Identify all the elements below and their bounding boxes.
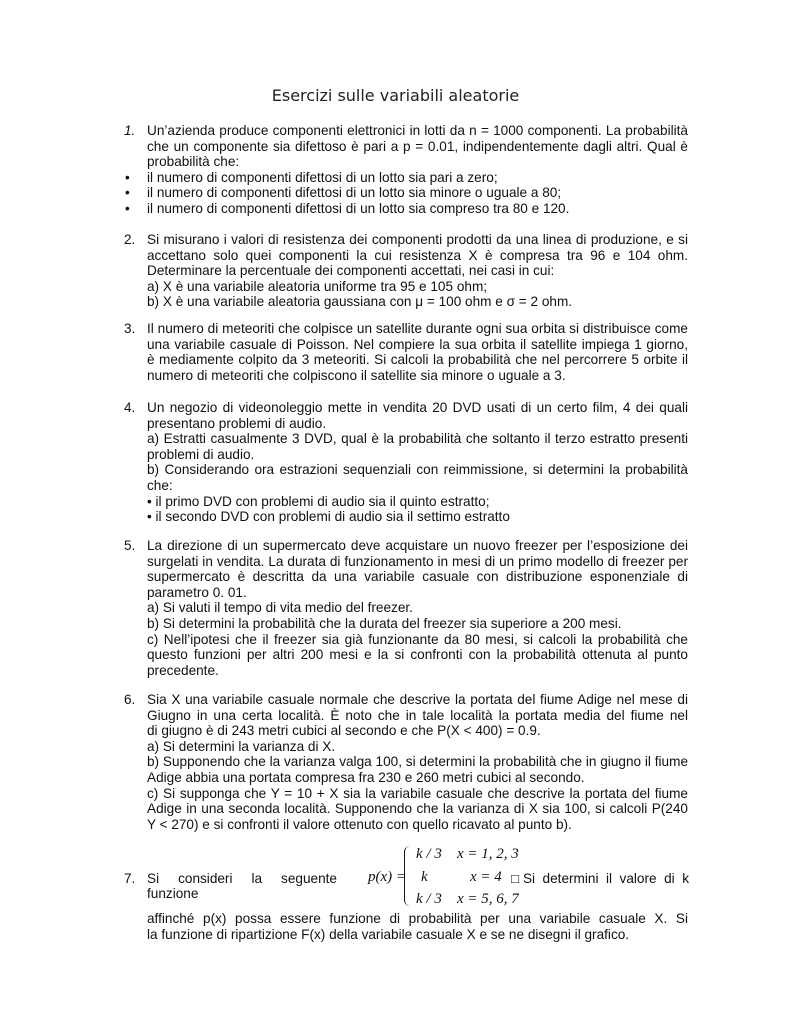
text-line: • il secondo DVD con problemi di audio sia il settimo estratto	[147, 509, 510, 525]
exercise-3	[124, 321, 690, 383]
text-line: a) Estratti casualmente 3 DVD, qual è la probabilità che soltanto il terzo estratto presenti	[147, 431, 688, 447]
text-line: di giugno è di 243 metri cubici al secondo e che P(X < 400) = 0.9.	[147, 723, 541, 739]
text-line: che:	[147, 477, 173, 493]
case-value: k / 3	[416, 846, 442, 862]
text-line: questo funzioni per altri 200 mesi e la si confronti con la probabilità ottenuta al punto	[147, 647, 688, 663]
exercise-number: 6.	[124, 692, 136, 707]
text-line: c) Nell’ipotesi che il freezer sia già funzionante da 80 mesi, si calcoli la probabilità che	[147, 631, 688, 647]
text-line: che un componente sia difettoso è pari a p = 0.01, indipendentemente dagli altri. Qual è	[147, 138, 688, 154]
bullet-item: • il numero di componenti difettosi di un lotto sia minore o uguale a 80;	[124, 185, 688, 201]
exercise-number: 1.	[124, 123, 136, 138]
case-value: k / 3	[416, 891, 442, 907]
exercise-text	[147, 232, 688, 310]
text-line: presentano problemi di audio.	[147, 415, 327, 431]
text-line: surgelati in vendita. La durata di funzionamento in mesi di un primo modello di freezer per	[147, 553, 688, 569]
text-line: Un’azienda produce componenti elettronici in lotti da n = 1000 componenti. La probabilità	[147, 123, 688, 138]
text-line: Un negozio di videonoleggio mette in vendita 20 DVD usati di un certo film, 4 dei quali	[147, 400, 688, 415]
text-line: numero di meteoriti che colpiscono il satellite sia minore o uguale a 3.	[147, 367, 566, 383]
exercise-text	[147, 400, 688, 525]
exercise-text	[147, 692, 688, 832]
exercise-number: 7.	[124, 871, 136, 886]
formula-brace	[404, 846, 413, 906]
text-line: Il numero di meteoriti che colpisce un satellite durante ogni sua orbita si distribuisce come	[147, 321, 688, 336]
text-line: problemi di audio.	[147, 446, 255, 462]
text-line: Si misurano i valori di resistenza dei componenti prodotti da una linea di produzione, e si	[147, 232, 688, 247]
exercise-number: 3.	[124, 321, 136, 336]
text-line: Adige abbia una portata compresa fra 230 e 260 metri cubici al secondo.	[147, 769, 585, 785]
case-condition: x = 4	[470, 869, 502, 885]
text-line: • il primo DVD con problemi di audio sia il quinto estratto;	[147, 493, 490, 509]
text-line: precedente.	[147, 662, 219, 678]
exercise-number: 5.	[124, 538, 136, 553]
text-line: supermercato è descritta da una variabile casuale con distribuzione esponenziale di	[147, 569, 688, 585]
text-line: accettano solo quei componenti la cui resistenza X è compresa tra 96 e 104 ohm.	[147, 247, 688, 263]
exercise-7-body	[124, 911, 690, 942]
text-line: parametro 0. 01.	[147, 584, 247, 600]
text-line: Y < 270) e si confronti il valore ottenuto con quello ricavato al punto b).	[147, 816, 572, 832]
exercise-text	[147, 321, 688, 383]
bullet-item: • il numero di componenti difettosi di un lotto sia compreso tra 80 e 120.	[124, 201, 688, 217]
text-line: b) X è una variabile aleatoria gaussiana con μ = 100 ohm e σ = 2 ohm.	[147, 294, 573, 310]
case-condition: x = 1, 2, 3	[457, 846, 519, 862]
text-line: c) Si supponga che Y = 10 + X sia la variabile casuale che descrive la portata del fiume	[147, 785, 688, 801]
text-line: b) Supponendo che la varianza valga 100, si determini la probabilità che in giugno il fiume	[147, 754, 688, 770]
exercise-6	[124, 692, 690, 832]
exercise-4	[124, 400, 690, 525]
page-title: Esercizi sulle variabili aleatorie	[271, 86, 520, 105]
exercise-1	[124, 123, 690, 217]
text-line: a) Si valuti il tempo di vita medio del freezer.	[147, 600, 413, 616]
exercise-number: 4.	[124, 400, 136, 415]
exercise-text	[147, 123, 688, 217]
text-line: affinché p(x) possa essere funzione di probabilità per una variabile casuale X. Si	[147, 911, 688, 926]
text-line: Adige in una seconda località. Supponendo che la varianza di X sia 100, si calcoli P(240	[147, 801, 688, 817]
text-line: la funzione di ripartizione F(x) della variabile casuale X e se ne disegni il grafico.	[147, 926, 630, 942]
exercise-2	[124, 232, 690, 310]
exercise-number: 2.	[124, 232, 136, 247]
text-line: Sia X una variabile casuale normale che descrive la portata del fiume Adige nel mese di	[147, 692, 688, 707]
exercise-5	[124, 538, 690, 678]
text-line: una variabile casuale di Poisson. Nel compiere la sua orbita il satellite impiega 1 giorno,	[147, 336, 688, 352]
exercise-7-question: □Si determini il valore di k	[511, 871, 689, 886]
formula-lhs: p(x) =	[368, 869, 407, 885]
text-line: b) Si determini la probabilità che la durata del freezer sia superiore a 200 mesi.	[147, 615, 622, 631]
text-line: Determinare la percentuale dei componenti accettati, nei casi in cui:	[147, 263, 555, 279]
case-value: k	[421, 869, 428, 885]
case-condition: x = 5, 6, 7	[457, 891, 519, 907]
text-line: probabilità che:	[147, 154, 240, 170]
text-line: a) Si determini la varianza di X.	[147, 738, 336, 754]
text-line: a) X è una variabile aleatoria uniforme tra 95 e 105 ohm;	[147, 278, 488, 294]
text-line: è mediamente colpito da 3 meteoriti. Si calcoli la probabilità che nel percorrere 5 orbite il	[147, 352, 688, 368]
text-line: Giugno in una certa località. È noto che in tale località la portata media del fiume nel	[147, 707, 688, 723]
exercise-7-intro: Si consideri la seguente funzione	[147, 871, 337, 901]
text-line: b) Considerando ora estrazioni sequenziali con reimmissione, si determini la probabilità	[147, 462, 688, 478]
text-line: La direzione di un supermercato deve acquistare un nuovo freezer per l’esposizione dei	[147, 538, 688, 553]
exercise-text	[147, 538, 688, 678]
bullet-item: • il numero di componenti difettosi di un lotto sia pari a zero;	[124, 170, 688, 186]
